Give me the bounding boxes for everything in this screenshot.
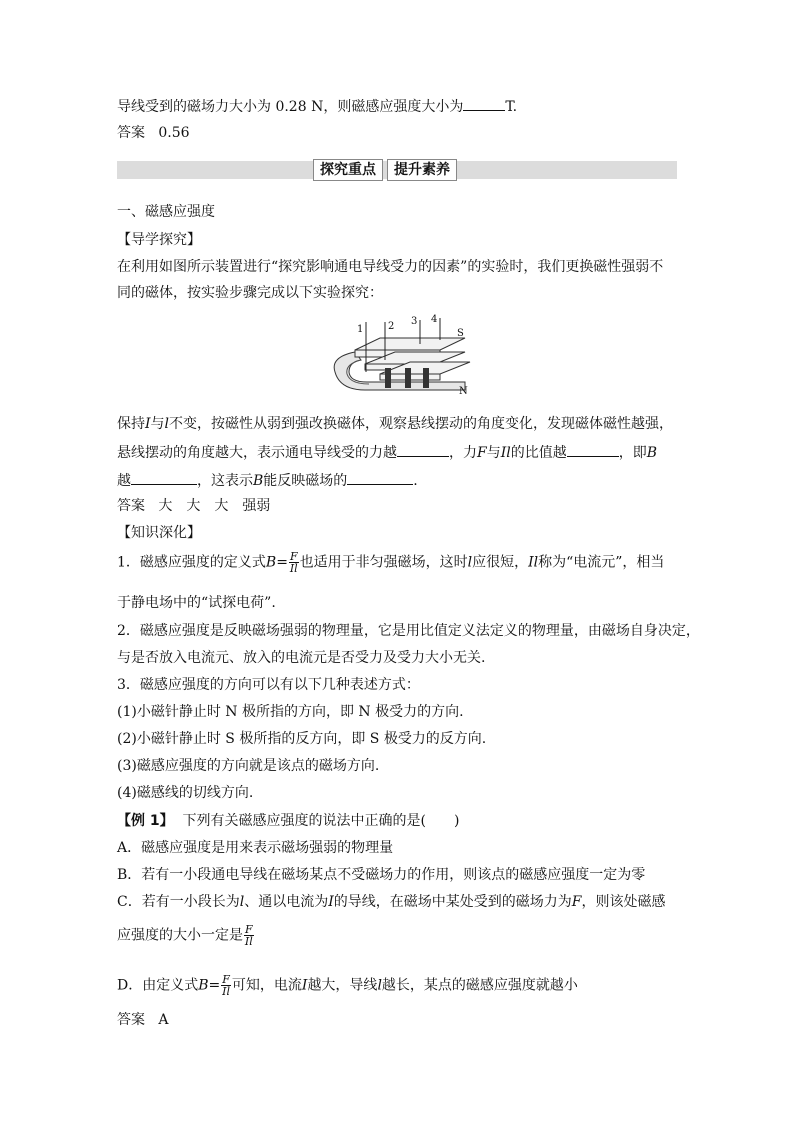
pole-label-n: N — [459, 386, 468, 397]
knowledge-item-2-cont: 与是否放入电流元、放入的电流元是否受力及受力大小无关. — [117, 650, 486, 666]
section-title: 一、磁感应强度 — [117, 204, 215, 220]
knowledge-tag: 【知识深化】 — [117, 525, 201, 541]
guide-paragraph-line: 在利用如图所示装置进行“探究影响通电导线受力的因素”的实验时，我们更换磁性强弱不 — [117, 259, 664, 275]
option-d: D．由定义式B= $\frac{F}{Il}$ 可知，电流I越大，导线l越长，某点的磁感应强度就越小 — [117, 973, 578, 998]
guide-paragraph-line: 越 ，这表示B能反映磁场的 . — [117, 470, 418, 490]
guide-paragraph-line: 同的磁体，按实验步骤完成以下实验探究： — [117, 285, 383, 301]
wire-label: 1 — [357, 324, 364, 335]
answer-blank — [463, 96, 505, 111]
section-banner — [313, 159, 481, 181]
fraction: $\frac{F}{Il}$ — [244, 923, 253, 948]
knowledge-sub-1: (1)小磁针静止时 N 极所指的方向，即 N 极受力的方向. — [117, 704, 464, 720]
carryover-line: 导线受到的磁场力大小为 0.28 N，则磁感应强度大小为 T. — [117, 96, 517, 116]
knowledge-item-3: 3．磁感应强度的方向可以有以下几种表述方式： — [117, 677, 420, 693]
fraction: $\frac{F}{Il}$ — [222, 973, 231, 998]
option-c-cont: 应强度的大小一定是 $\frac{F}{Il}$ — [117, 923, 253, 948]
fill-blank — [397, 442, 449, 457]
fill-blank — [347, 470, 413, 485]
option-a: A．磁感应强度是用来表示磁场强弱的物理量 — [117, 840, 394, 856]
pole-label-s: S — [457, 328, 464, 339]
guide-paragraph-line: 悬线摆动的角度越大，表示通电导线受的力越 ，力F与Il的比值越 ，即B — [117, 442, 657, 462]
knowledge-sub-3: (3)磁感应强度的方向就是该点的磁场方向. — [117, 758, 380, 774]
knowledge-item-1: 1．磁感应强度的定义式B= $\frac{F}{Il}$ 也适用于非匀强磁场，这时l应很短，Il称为“电流元”，相当 — [117, 550, 665, 575]
option-b: B．若有一小段通电导线在磁场某点不受磁场力的作用，则该点的磁感应强度一定为零 — [117, 867, 646, 883]
answer-line: 答案 A — [117, 1012, 169, 1028]
banner-left: 探究重点 — [313, 159, 383, 181]
example-stem: 【例 1】 下列有关磁感应强度的说法中正确的是( ) — [117, 813, 460, 829]
knowledge-sub-2: (2)小磁针静止时 S 极所指的反方向，即 S 极受力的反方向. — [117, 731, 487, 747]
knowledge-item-2: 2．磁感应强度是反映磁场强弱的物理量，它是用比值定义法定义的物理量，由磁场自身决定， — [117, 623, 700, 639]
wire-label: 2 — [388, 321, 395, 332]
guide-paragraph-line: 保持I与l不变，按磁性从弱到强改换磁体，观察悬线摆动的角度变化，发现磁体磁性越强， — [117, 416, 674, 432]
answer-line: 答案 大 大 大 强弱 — [117, 498, 271, 514]
wire-label: 3 — [411, 316, 418, 327]
answer-line: 答案 0.56 — [117, 125, 190, 141]
option-c: C．若有一小段长为l、通以电流为I的导线，在磁场中某处受到的磁场力为F，则该处磁感 — [117, 894, 666, 910]
wire-label: 4 — [431, 314, 438, 325]
fill-blank — [567, 442, 619, 457]
banner-right: 提升素养 — [387, 159, 457, 181]
magnet-apparatus-figure — [325, 312, 475, 397]
knowledge-item-1-cont: 于静电场中的“试探电荷”. — [117, 595, 276, 611]
knowledge-sub-4: (4)磁感线的切线方向. — [117, 785, 254, 801]
guide-tag: 【导学探究】 — [117, 232, 201, 248]
fraction: $\frac{F}{Il}$ — [289, 550, 298, 575]
fill-blank — [131, 470, 197, 485]
